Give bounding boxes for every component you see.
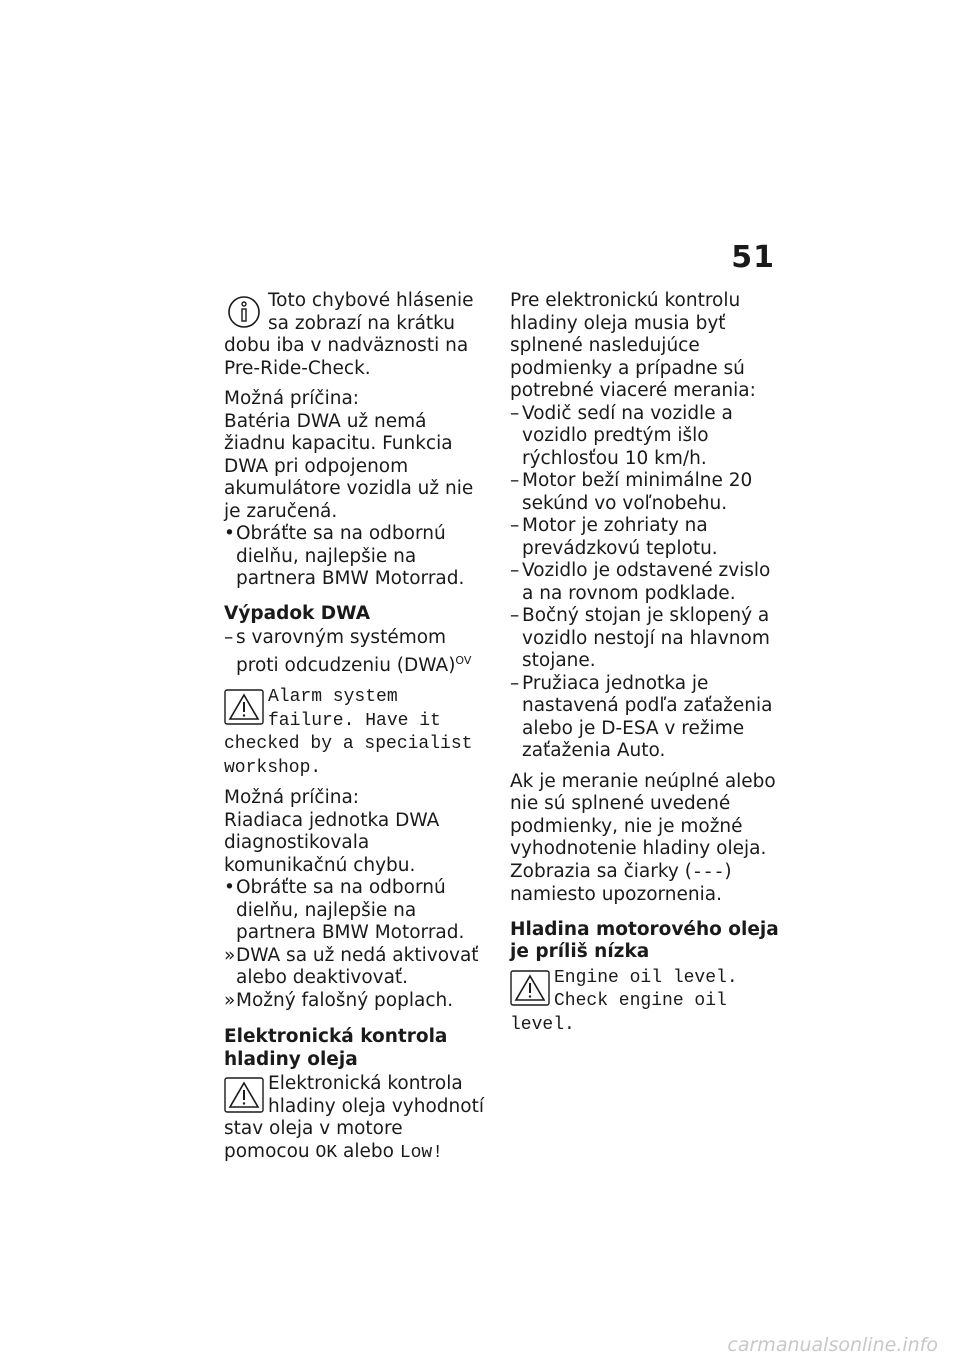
- warning-icon: [224, 1075, 264, 1115]
- section-heading-dwa: Výpadok DWA: [224, 602, 371, 624]
- dash-icon: –: [510, 672, 520, 694]
- incomplete-text-part1: Ak je meranie neúplné alebo nie sú splnené uvedené podmienky, nie je možné vyhodnotenie hladiny oleja. Zobrazia sa čiarky (: [510, 770, 776, 882]
- warning-note-oil: [224, 1073, 486, 1164]
- result-arrow-icon: »: [224, 989, 236, 1011]
- bullet-icon: •: [224, 877, 235, 899]
- condition-item: [510, 605, 780, 673]
- condition-text: Pružiaca jednotka je nastavená podľa zaťaženia alebo je D-ESA v režime zaťaženia Auto.: [522, 672, 773, 761]
- display-ok: OK: [315, 1142, 338, 1163]
- display-message: Engine oil level. Check engine oil level.: [510, 967, 738, 1035]
- condition-item: [510, 470, 780, 515]
- dash-icon: –: [510, 470, 520, 491]
- info-note-text: Toto chybové hlásenie sa zobrazí na krátku dobu iba v nadväznosti na Pre-Ride-Check.: [224, 290, 474, 379]
- warning-note-low-oil: [510, 966, 780, 1037]
- cause-text: Riadiaca jednotka DWA diagnostikovala komunikačnú chybu.: [224, 809, 440, 876]
- condition-item: [510, 515, 780, 560]
- conditions-list: [510, 403, 780, 763]
- dash-icon: –: [510, 515, 520, 536]
- option-sup: OV: [455, 653, 472, 667]
- display-message: Alarm system failure. Have it checked by a specialist workshop.: [224, 687, 473, 778]
- cause-label: Možná príčina:: [224, 787, 360, 809]
- warning-icon: [510, 968, 550, 1008]
- result-text: Možný falošný poplach.: [236, 989, 454, 1011]
- dwa-item-text: s varovným systémom proti odcudzeniu (DWA): [236, 627, 456, 676]
- intro-text: Pre elektronickú kontrolu hladiny oleja musia byť splnené nasledujúce podmienky a prípadne sú potrebné viaceré merania:: [510, 290, 756, 401]
- action-item: [224, 877, 486, 945]
- section-heading-oil: Elektronická kontrola hladiny oleja: [224, 1026, 448, 1070]
- warning-note-alarm: [224, 685, 486, 779]
- bullet-icon: •: [224, 523, 235, 544]
- dash-icon: –: [510, 605, 520, 626]
- condition-item: [510, 403, 780, 471]
- dash-icon: –: [510, 560, 520, 581]
- condition-text: Bočný stojan je sklopený a vozidlo nestojí na hlavnom stojane.: [522, 605, 770, 671]
- oil-note-text: Elektronická kontrola hladiny oleja vyhodnotí stav oleja v motore pomocou: [224, 1073, 484, 1162]
- cause-label: Možná príčina:: [224, 388, 360, 409]
- left-column: [224, 290, 486, 1172]
- right-column: [510, 290, 780, 1044]
- info-icon: [224, 292, 264, 332]
- warning-icon: [224, 687, 264, 727]
- action-text: Obráťte sa na odbornú dielňu, najlepšie na partnera BMW Motorrad.: [236, 877, 465, 944]
- section-heading-low-oil: Hladina motorového oleja je príliš nízka: [510, 918, 779, 962]
- condition-item: [510, 560, 780, 605]
- condition-text: Motor beží minimálne 20 sekúnd vo voľnobehu.: [522, 470, 753, 514]
- action-text: Obráťte sa na odbornú dielňu, najlepšie na partnera BMW Motorrad.: [236, 523, 465, 589]
- result-item: [224, 990, 486, 1013]
- cause-text: Batéria DWA už nemá žiadnu kapacitu. Funkcia DWA pri odpojenom akumulátore vozidla už nie je zaručená.: [224, 410, 474, 522]
- incomplete-text-part2: ) namiesto upozornenia.: [510, 860, 732, 905]
- dash-icon: –: [510, 402, 520, 424]
- watermark: carmanualsonline.info: [727, 1334, 938, 1356]
- oil-or-text: alebo: [343, 1140, 394, 1162]
- dash-icon: –: [224, 627, 234, 648]
- action-item: [224, 523, 486, 591]
- info-note: [224, 290, 486, 380]
- condition-text: Vodič sedí na vozidle a vozidlo predtým išlo rýchlosťou 10 km/h.: [522, 402, 733, 469]
- condition-item: [510, 673, 780, 763]
- incomplete-measurement-text: [510, 771, 780, 907]
- result-arrow-icon: »: [224, 944, 236, 966]
- display-low: Low!: [399, 1142, 444, 1163]
- dwa-item: [224, 627, 486, 677]
- page-number: 51: [731, 240, 775, 275]
- display-dashes: ---: [691, 862, 725, 883]
- condition-text: Vozidlo je odstavené zvislo a na rovnom podklade.: [522, 560, 771, 604]
- condition-text: Motor je zohriaty na prevádzkovú teplotu.: [522, 515, 718, 559]
- result-text: DWA sa už nedá aktivovať alebo deaktivovať.: [236, 944, 479, 989]
- result-item: [224, 945, 486, 990]
